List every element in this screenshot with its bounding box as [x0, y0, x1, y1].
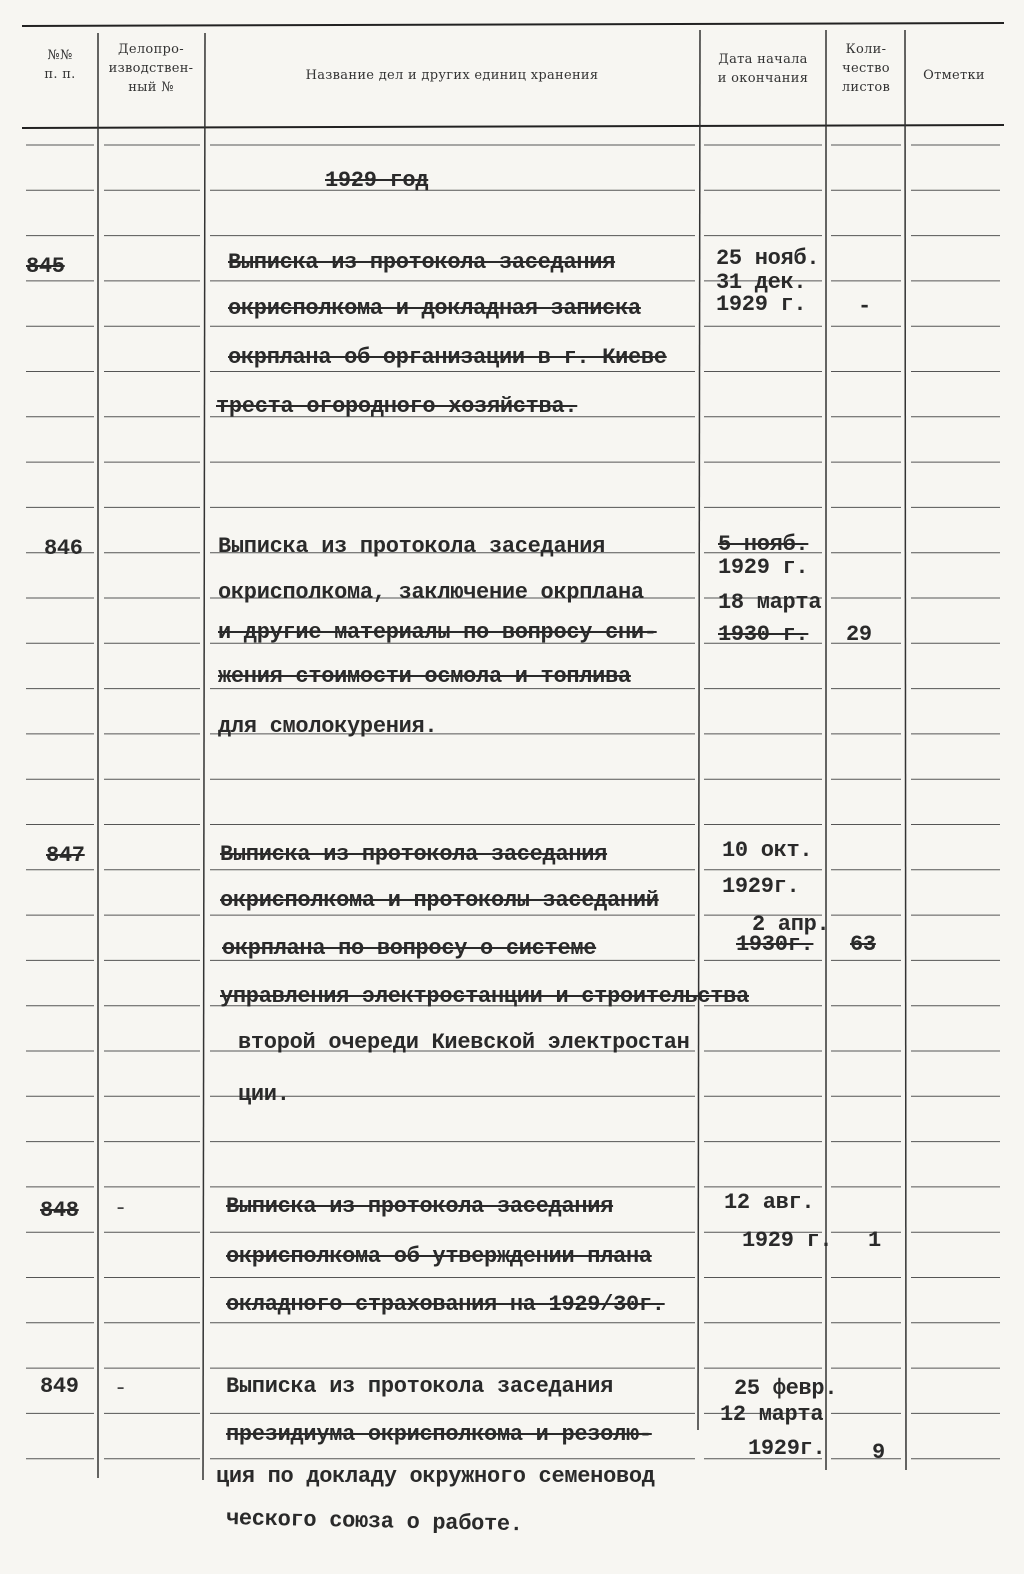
entry-849-title-line: ция по докладу окружного семеновод: [216, 1464, 655, 1489]
entry-845-title-line: треста огородного хозяйства.: [216, 394, 578, 419]
entry-849-title-line: ческого союза о работе.: [225, 1506, 523, 1538]
entry-846-date-line: 1930 г.: [718, 622, 809, 647]
header-sheets: Коли- чество листов: [841, 42, 891, 95]
office-no-dash: -: [114, 1196, 128, 1221]
entry-845-sheets: -: [858, 294, 871, 319]
header-num: №№ п. п.: [44, 48, 76, 82]
entry-848-date-line: 12 авг.: [724, 1190, 815, 1215]
entry-847-date-line: 10 окт.: [722, 838, 813, 863]
entry-846-number: 846: [44, 536, 83, 561]
entry-849-number: 849: [40, 1374, 79, 1399]
entry-847-title-line: окрплана по вопросу о системе: [222, 936, 597, 961]
entry-845-title-line: окрисполкома и докладная записка: [228, 296, 641, 321]
entry-847-number: 847: [46, 843, 85, 868]
entry-846-title-line: и другие материалы по вопросу сни-: [218, 620, 657, 645]
entry-847-title-line: второй очереди Киевской электростан: [238, 1030, 690, 1055]
entry-847-title-line: ции.: [238, 1082, 290, 1107]
entry-846-title-line: Выписка из протокола заседания: [218, 534, 606, 559]
entry-846-title-line: для смолокурения.: [218, 714, 438, 739]
office-no-dash: -: [114, 1376, 128, 1401]
entry-847-title-line: управления электростанции и строительства: [220, 984, 749, 1009]
header-notes: Отметки: [923, 68, 985, 83]
entry-845-date-line: 31 дек.: [716, 270, 807, 295]
entry-849-date-line: 12 марта: [720, 1402, 824, 1427]
entry-846-date-line: 18 марта: [718, 590, 822, 615]
header-dates: Дата начала и окончания: [717, 52, 809, 86]
entry-847-date-line: 1929г.: [722, 874, 800, 899]
entry-845-date-line: 1929 г.: [716, 292, 807, 317]
year-heading: 1929 год: [325, 168, 429, 193]
entry-845-date-line: 25 нояб.: [716, 246, 820, 271]
entry-846-title-line: окрисполкома, заключение окрплана: [218, 580, 644, 605]
entry-849-title-line: президиума окрисполкома и резолю-: [226, 1422, 652, 1447]
entry-849-date-line: 25 февр.: [734, 1376, 838, 1401]
header-title: Название дел и других единиц хранения: [305, 68, 599, 83]
entry-847-title-line: Выписка из протокола заседания: [220, 842, 608, 867]
entry-845-title-line: окрплана об организации в г. Киеве: [228, 345, 667, 370]
entry-849-sheets: 9: [872, 1440, 885, 1465]
entry-846-sheets: 29: [846, 622, 872, 647]
entry-847-date-line: 1930г.: [736, 932, 814, 957]
entry-847-date-line: 2 апр.: [752, 912, 830, 937]
entry-846-date-line: 1929 г.: [718, 555, 809, 580]
header-office-no: Делопро- изводствен- ный №: [108, 42, 194, 95]
entry-848-title-line: окладного страхования на 1929/30г.: [226, 1292, 665, 1317]
entry-846-title-line: жения стоимости осмола и топлива: [218, 664, 631, 689]
entry-847-sheets: 63: [850, 932, 876, 957]
entry-849-title-line: Выписка из протокола заседания: [226, 1374, 614, 1399]
entry-848-title-line: Выписка из протокола заседания: [226, 1194, 614, 1219]
entry-848-date-line: 1929 г.: [742, 1228, 833, 1253]
entry-848-number: 848: [40, 1198, 79, 1223]
entry-845-number: 845: [26, 254, 65, 279]
entry-846-date-line: 5 нояб.: [718, 532, 809, 557]
entry-848-title-line: окрисполкома об утверждении плана: [226, 1244, 652, 1269]
entry-845-title-line: Выписка из протокола заседания: [228, 250, 616, 275]
entry-847-title-line: окрисполкома и протоколы заседаний: [220, 888, 659, 913]
entry-849-date-line: 1929г.: [748, 1436, 826, 1461]
entry-848-sheets: 1: [868, 1228, 881, 1253]
